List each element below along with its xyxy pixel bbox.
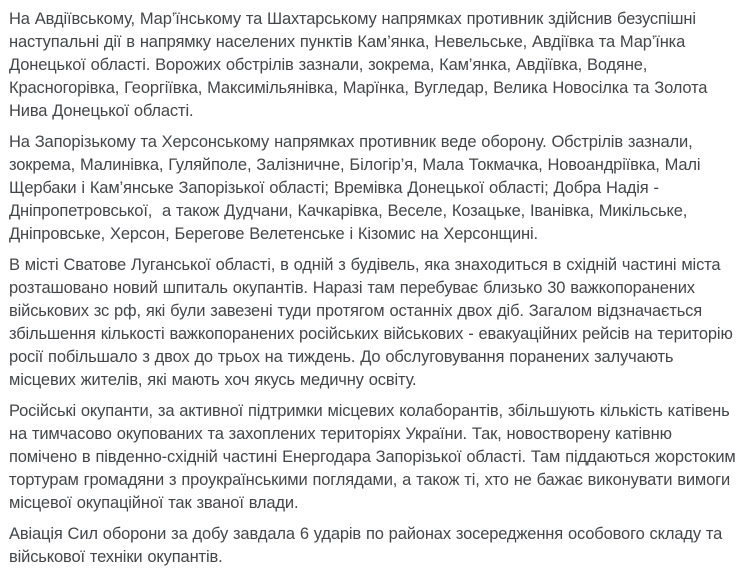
paragraph-torture-chambers: Російські окупанти, за активної підтримки місцевих колаборантів, збільшують кількість катівень на тимчасово окупованих та захоплених територіях України. Так, новостворену катівню помічено в південно-східній частині Енергодара Запорізької області. Там піддаються жорстоким тортурам громадяни з проукраїнськими поглядами, а також ті, хто не бажає виконувати вимоги місцевої окупаційної так званої влади. — [9, 402, 741, 512]
paragraph-aviation-strikes: Авіація Сил оборони за добу завдала 6 ударів по районах зосередження особового складу та військової техніки окупантів. — [9, 525, 728, 566]
paragraph-svatove-hospital: В місті Сватове Луганської області, в одній з будівель, яка знаходиться в східній частині міста розташовано новий шпиталь окупантів. Наразі там перебуває близько 30 важкопоранених військових зс рф, які були завезені туди протягом останніх двох діб. Загалом відзначається збільшення кількості важкопоранених російських військових - евакуаційних рейсів на територію росії побільшало з двох до трьох на тиждень. До обслуговування поранених залучають місцевих жителів, які мають хоч якусь медичну освіту. — [9, 256, 738, 389]
article-text — [9, 8, 743, 569]
paragraph-fronts-donetsk: На Авдіївському, Мар’їнському та Шахтарському напрямках противник здійснив безуспішні наступальні дії в напрямку населених пунктів Кам’янка, Невельське, Авдіївка та Мар’їнка Донецької області. Ворожих обстрілів зазнали, зокрема, Кам’янка, Авдіївка, Водяне, Красногорівка, Георгіївка, Максимільянівка, Марїнка, Вугледар, Велика Новосілка та Золота Нива Донецької області. — [9, 10, 713, 120]
paragraph-fronts-zaporizhzhia-kherson: На Запорізькому та Херсонському напрямках противник веде оборону. Обстрілів зазнали, зокрема, Малинівка, Гуляйполе, Залізничне, Білогір’я, Мала Токмачка, Новоандріївка, Малі Щербаки і Кам’янське Запорізької області; Времівка Донецької області; Добра Надія - Дніпропетровської, а також Дудчани, Качкарівка, Веселе, Козацьке, Іванівка, Микільське, Дніпровське, Херсон, Берегове Велетенське і Кізомис на Херсонщині. — [9, 133, 706, 243]
